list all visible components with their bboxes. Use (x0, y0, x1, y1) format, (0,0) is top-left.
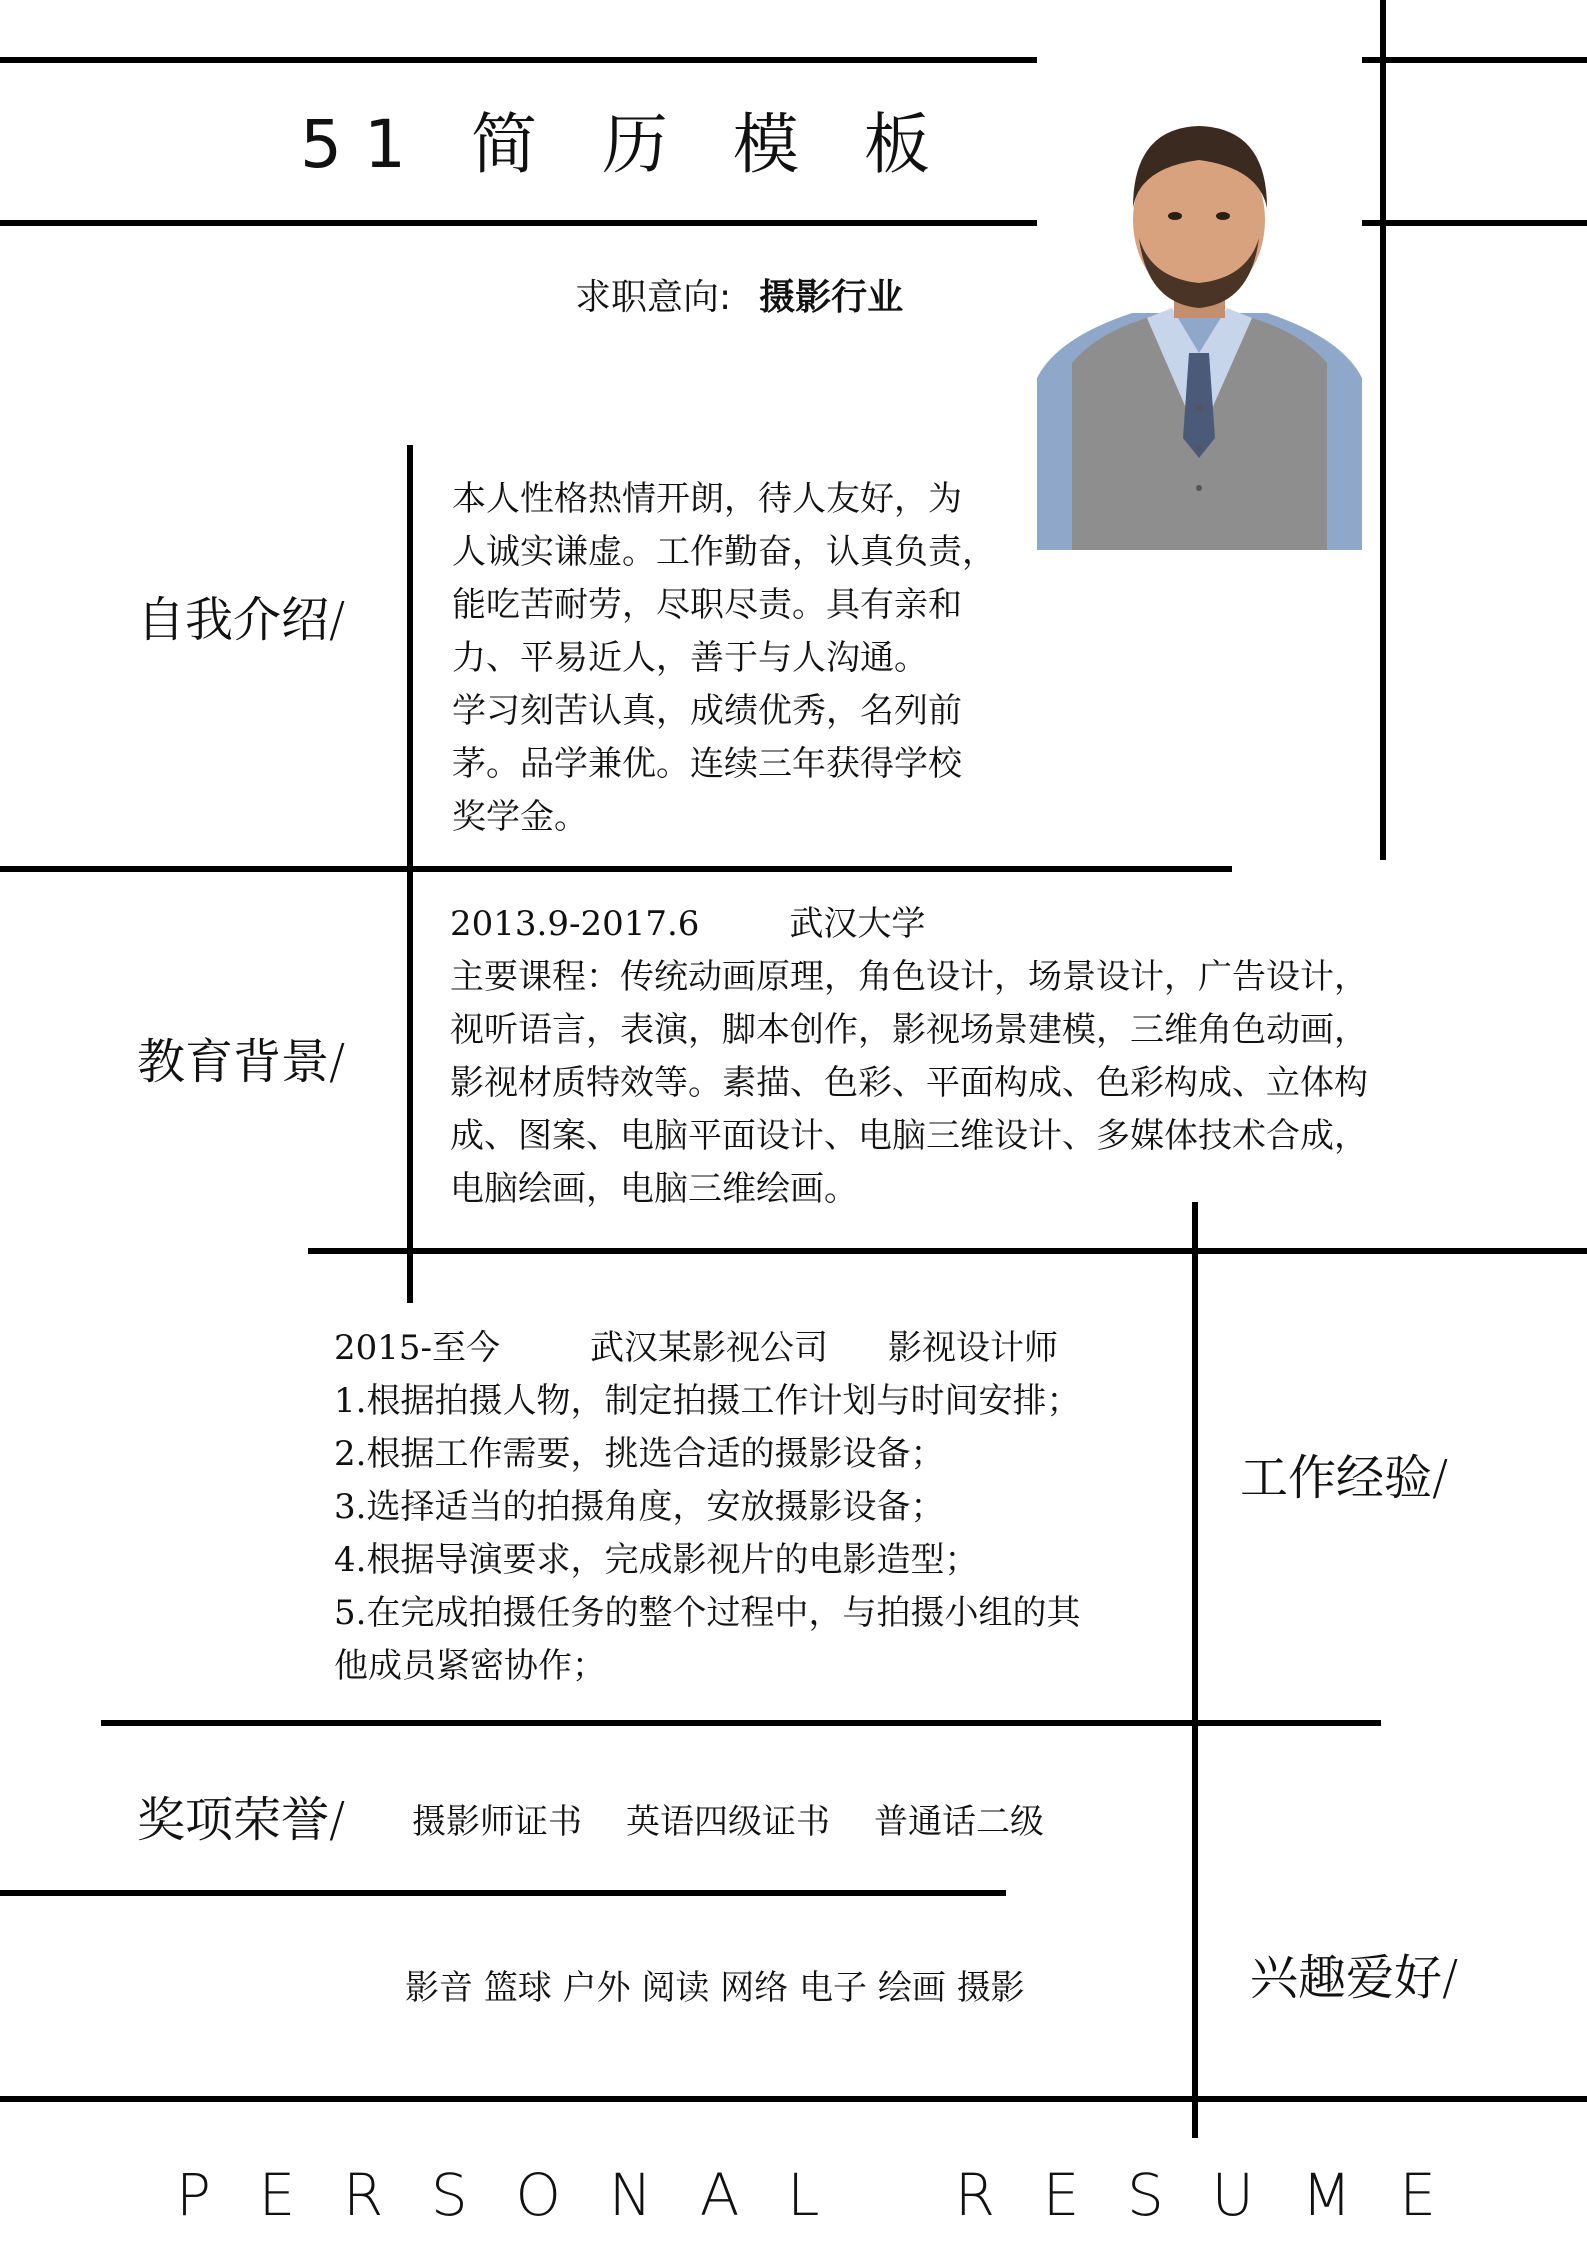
self-intro-bottom-rule (0, 866, 1232, 872)
right-frame-vertical (1380, 0, 1386, 860)
work-line: 5.在完成拍摄任务的整个过程中，与拍摄小组的其 (334, 1593, 1081, 1633)
education-line: 影视材质特效等。素描、色彩、平面构成、色彩构成、立体构 (450, 1063, 1368, 1103)
footer-letter: O (515, 2161, 562, 2229)
job-intent-label: 求职意向: (575, 277, 732, 318)
self-intro-line: 能吃苦耐劳，尽职尽责。具有亲和 (452, 585, 962, 625)
profile-photo (1037, 108, 1362, 550)
self-intro-line: 本人性格热情开朗，待人友好，为 (452, 479, 962, 519)
awards-list (412, 1796, 1044, 1849)
footer-spacer (867, 2150, 907, 2240)
footer-letter: R (954, 2161, 996, 2229)
hobbies-list (405, 1962, 1025, 2015)
work-label: 工作经验/ (1240, 1450, 1449, 1506)
right-frame-mid-rule (1362, 220, 1587, 226)
education-line: 电脑绘画，电脑三维绘画。 (450, 1169, 858, 1209)
education-school: 武汉大学 (789, 904, 926, 944)
education-period: 2013.9-2017.6 (450, 904, 700, 944)
education-line: 主要课程：传统动画原理，角色设计，场景设计，广告设计， (450, 957, 1368, 997)
award-item: 摄影师证书 (412, 1802, 582, 1842)
education-label: 教育背景/ (137, 1034, 346, 1090)
education-header-row (450, 898, 1368, 951)
footer-letter: E (1042, 2161, 1080, 2229)
footer-letter: A (699, 2161, 740, 2229)
hobbies-label: 兴趣爱好/ (1250, 1950, 1459, 2006)
footer-letter: E (258, 2161, 296, 2229)
self-intro-line: 人诚实谦虚。工作勤奋，认真负责， (452, 532, 996, 572)
footer-letter: M (1301, 2161, 1352, 2229)
work-header-row (334, 1322, 1080, 1375)
footer-letter: N (608, 2161, 653, 2229)
self-intro-line: 学习刻苦认真，成绩优秀，名列前 (452, 691, 962, 731)
hobby-item: 影音 (405, 1968, 473, 2008)
self-intro-line: 茅。品学兼优。连续三年获得学校 (452, 744, 962, 784)
resume-title: 51 简 历 模 板 (300, 106, 952, 183)
education-line: 成、图案、电脑平面设计、电脑三维设计、多媒体技术合成， (450, 1116, 1368, 1156)
education-bottom-rule (308, 1248, 1587, 1254)
education-line: 视听语言，表演，脚本创作，影视场景建模，三维角色动画， (450, 1010, 1368, 1050)
left-column-vertical (407, 445, 413, 1303)
header-top-rule (0, 57, 1037, 63)
self-intro-line: 力、平易近人，善于与人沟通。 (452, 638, 928, 678)
hobby-item: 篮球 (483, 1968, 552, 2008)
award-item: 英语四级证书 (626, 1802, 830, 1842)
work-company: 武汉某影视公司 (590, 1328, 829, 1368)
right-column-vertical (1192, 1202, 1198, 2138)
footer-letter: P (176, 2161, 211, 2229)
hobby-item: 绘画 (877, 1968, 946, 2008)
work-period: 2015-至今 (334, 1328, 501, 1368)
self-intro-label: 自我介绍/ (137, 592, 346, 648)
work-line: 4.根据导演要求，完成影视片的电影造型； (334, 1540, 979, 1580)
awards-label: 奖项荣誉/ (137, 1792, 346, 1848)
footer-letter: R (342, 2161, 384, 2229)
job-intent (575, 268, 903, 328)
portrait-image (1037, 108, 1362, 550)
self-intro-line: 奖学金。 (452, 797, 588, 837)
footer-top-rule (0, 2096, 1587, 2102)
footer-letter: U (1211, 2161, 1254, 2229)
work-line: 他成员紧密协作； (334, 1646, 606, 1686)
right-frame-top-rule (1362, 57, 1587, 63)
header-bottom-rule (0, 220, 1037, 226)
footer-letter: S (430, 2161, 468, 2229)
hobby-item: 摄影 (956, 1968, 1025, 2008)
hobby-item: 电子 (799, 1968, 868, 2008)
self-intro-text (452, 473, 996, 844)
hobby-item: 网络 (720, 1968, 789, 2008)
work-line: 1.根据拍摄人物，制定拍摄工作计划与时间安排； (334, 1381, 1081, 1421)
footer-letter: S (1127, 2161, 1164, 2229)
award-item: 普通话二级 (874, 1802, 1044, 1842)
work-line: 2.根据工作需要，挑选合适的摄影设备； (334, 1434, 945, 1474)
job-intent-value: 摄影行业 (759, 277, 904, 318)
footer-letter: L (787, 2161, 820, 2229)
work-text (334, 1322, 1080, 1693)
awards-bottom-rule (0, 1890, 1006, 1896)
footer-letter: E (1399, 2161, 1436, 2229)
personal-resume-footer (176, 2150, 1436, 2240)
work-bottom-rule (101, 1720, 1381, 1726)
hobby-item: 阅读 (641, 1968, 710, 2008)
work-line: 3.选择适当的拍摄角度，安放摄影设备； (334, 1487, 945, 1527)
work-position: 影视设计师 (888, 1328, 1059, 1368)
hobby-item: 户外 (562, 1968, 631, 2008)
education-text (450, 898, 1368, 1216)
